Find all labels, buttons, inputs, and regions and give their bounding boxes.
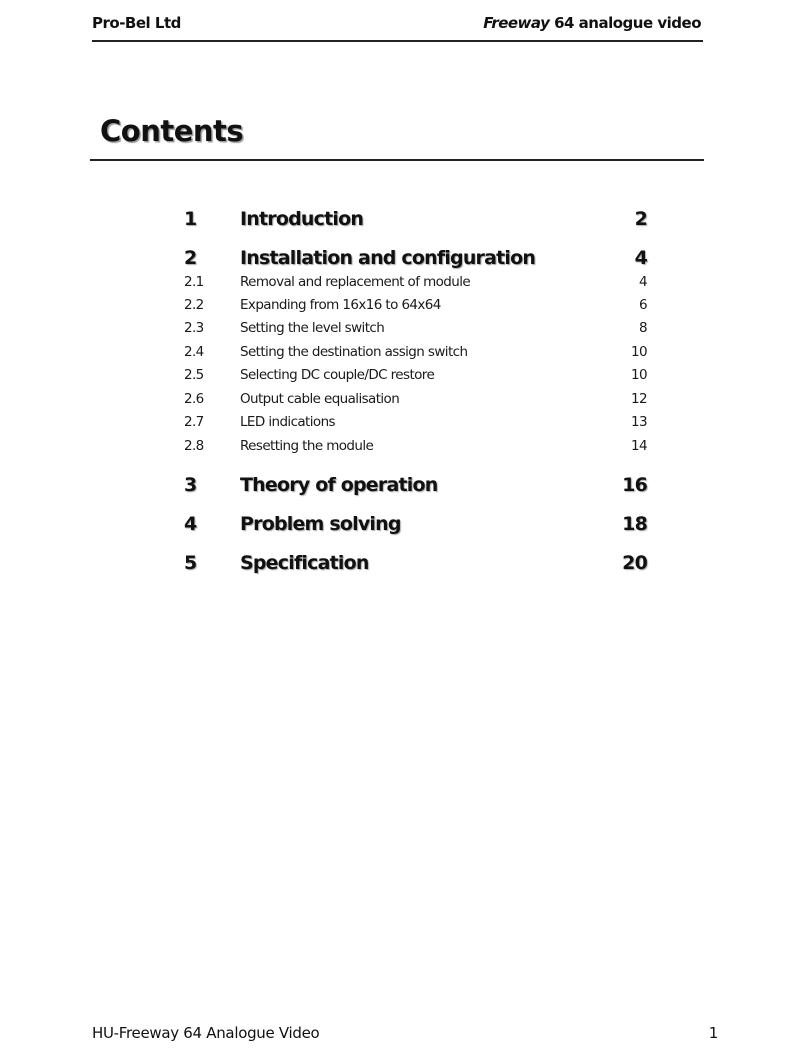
toc-entry-section-2-2[interactable]: [183, 295, 647, 315]
company-name: Pro-Bel Ltd: [92, 14, 181, 32]
toc-label: Resetting the module: [240, 438, 374, 454]
toc-page: 10: [631, 367, 647, 383]
page-number: 1: [708, 1024, 718, 1042]
document-name: HU-Freeway 64 Analogue Video: [92, 1024, 320, 1042]
toc-page: 4: [634, 247, 647, 269]
toc-entry-section-2-1[interactable]: [183, 272, 647, 292]
product-brand: Freeway: [483, 14, 550, 32]
toc-label: Setting the level switch: [240, 320, 385, 336]
product-subtitle: 64 analogue video: [549, 14, 701, 32]
title-divider: [90, 159, 704, 161]
toc-page: 8: [639, 320, 647, 336]
toc-entry-chapter-1[interactable]: [183, 206, 647, 232]
toc-number: 2: [184, 247, 197, 269]
toc-entry-chapter-5[interactable]: [183, 550, 647, 576]
toc-label: Removal and replacement of module: [240, 274, 471, 290]
toc-page: 14: [631, 438, 647, 454]
toc-label: Introduction: [240, 208, 364, 230]
toc-number: 2.5: [184, 367, 204, 383]
page-footer: [92, 1024, 720, 1046]
toc-entry-chapter-2[interactable]: [183, 245, 647, 271]
toc-entry-section-2-8[interactable]: [183, 436, 647, 456]
toc-number: 3: [184, 474, 197, 496]
toc-entry-section-2-5[interactable]: [183, 365, 647, 385]
toc-entry-section-2-7[interactable]: [183, 412, 647, 432]
toc-page: 13: [631, 414, 647, 430]
toc-label: LED indications: [240, 414, 335, 430]
toc-label: Output cable equalisation: [240, 391, 400, 407]
toc-page: 2: [634, 208, 647, 230]
toc-label: Setting the destination assign switch: [240, 344, 468, 360]
toc-page: 6: [639, 297, 647, 313]
toc-page: 12: [631, 391, 647, 407]
page-header: [92, 14, 703, 42]
toc-number: 2.6: [184, 391, 204, 407]
toc-page: 16: [622, 474, 647, 496]
toc-number: 1: [184, 208, 197, 230]
toc-number: 2.7: [184, 414, 204, 430]
toc-entry-section-2-6[interactable]: [183, 389, 647, 409]
toc-number: 2.2: [184, 297, 204, 313]
toc-page: 18: [622, 513, 647, 535]
toc-page: 4: [639, 274, 647, 290]
toc-entry-chapter-4[interactable]: [183, 511, 647, 537]
toc-label: Theory of operation: [240, 474, 438, 496]
toc-number: 2.8: [184, 438, 204, 454]
toc-number: 2.3: [184, 320, 204, 336]
toc-page: 10: [631, 344, 647, 360]
product-title: [483, 14, 701, 32]
toc-number: 5: [184, 552, 197, 574]
toc-entry-chapter-3[interactable]: [183, 472, 647, 498]
toc-number: 2.4: [184, 344, 204, 360]
toc-number: 4: [184, 513, 197, 535]
toc-entry-section-2-3[interactable]: [183, 318, 647, 338]
toc-page: 20: [622, 552, 647, 574]
toc-number: 2.1: [184, 274, 204, 290]
toc-label: Installation and configuration: [240, 247, 536, 269]
toc-label: Specification: [240, 552, 369, 574]
page-title: Contents: [100, 114, 244, 148]
toc-entry-section-2-4[interactable]: [183, 342, 647, 362]
toc-label: Problem solving: [240, 513, 401, 535]
toc-label: Selecting DC couple/DC restore: [240, 367, 435, 383]
toc-label: Expanding from 16x16 to 64x64: [240, 297, 441, 313]
